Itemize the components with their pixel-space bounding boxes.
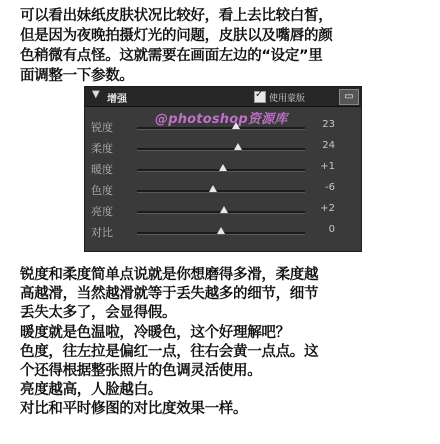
slider-value: 23 xyxy=(322,119,335,130)
slider-value: +1 xyxy=(320,161,335,172)
use-mask-checkbox[interactable] xyxy=(254,91,266,103)
intro-paragraph: 可以看出妹纸皮肤状况比较好，看上去比较白皙， 但是因为夜晚拍摄灯光的问题，皮肤以及嘴唇的颜 色稍微有点怪。这就需要在画面左边的“设定”里 面调整一下参数。 xyxy=(20,8,333,84)
slider-track[interactable] xyxy=(137,127,305,130)
slider-thumb[interactable] xyxy=(232,122,240,129)
slider-row-softness xyxy=(85,137,361,157)
slider-thumb[interactable] xyxy=(220,206,228,213)
slider-thumb[interactable] xyxy=(219,164,227,171)
explanation-line: 对比和平时修图的对比度效果一样。 xyxy=(20,401,248,418)
slider-value: 0 xyxy=(328,224,335,235)
slider-row-sharpness xyxy=(85,116,361,136)
checkmark-icon: ✓ xyxy=(255,89,264,100)
enhance-panel xyxy=(84,86,362,252)
panel-header[interactable] xyxy=(85,87,361,107)
slider-row-brightness xyxy=(85,200,361,220)
slider-label: 暖度 xyxy=(91,163,113,176)
slider-row-warmth xyxy=(85,158,361,178)
slider-track[interactable] xyxy=(137,190,305,193)
slider-thumb[interactable] xyxy=(234,143,242,150)
slider-thumb[interactable] xyxy=(217,227,225,234)
slider-label: 亮度 xyxy=(91,205,113,218)
explanation-line: 暖度就是色温啦，冷暖色，这个好理解吧？ xyxy=(20,324,290,341)
slider-track[interactable] xyxy=(137,148,305,151)
panel-title: 增强 xyxy=(107,94,127,105)
slider-thumb[interactable] xyxy=(209,185,217,192)
use-mask-label: 使用蒙版 xyxy=(269,94,306,104)
triangle-down-icon[interactable]: ▼ xyxy=(92,89,100,100)
slider-row-tint xyxy=(85,179,361,199)
slider-label: 对比 xyxy=(91,226,113,239)
slider-value: 24 xyxy=(322,140,335,151)
explanation-line: 色度，往左拉是偏红一点，往右会黄一点点。这 个还得根据整张照片的色调灵活使用。 xyxy=(20,343,319,380)
slider-label: 柔度 xyxy=(91,142,113,155)
explanation-line: 锐度和柔度简单点说就是你想磨得多滑，柔度越 高越滑，当然越滑就等于丢失越多的细节，细节 丢失太多了，会显得假。 xyxy=(20,267,319,322)
slider-label: 锐度 xyxy=(91,121,113,134)
mask-icon[interactable]: ▭ xyxy=(339,89,359,105)
slider-value: +2 xyxy=(320,203,335,214)
slider-value: -6 xyxy=(325,182,335,193)
slider-label: 色度 xyxy=(91,184,113,197)
watermark: @photoshop资源库 xyxy=(155,112,288,127)
slider-row-contrast xyxy=(85,221,361,241)
explanation-paragraph xyxy=(20,266,425,420)
explanation-line: 亮度越高，人脸越白。 xyxy=(20,382,162,399)
